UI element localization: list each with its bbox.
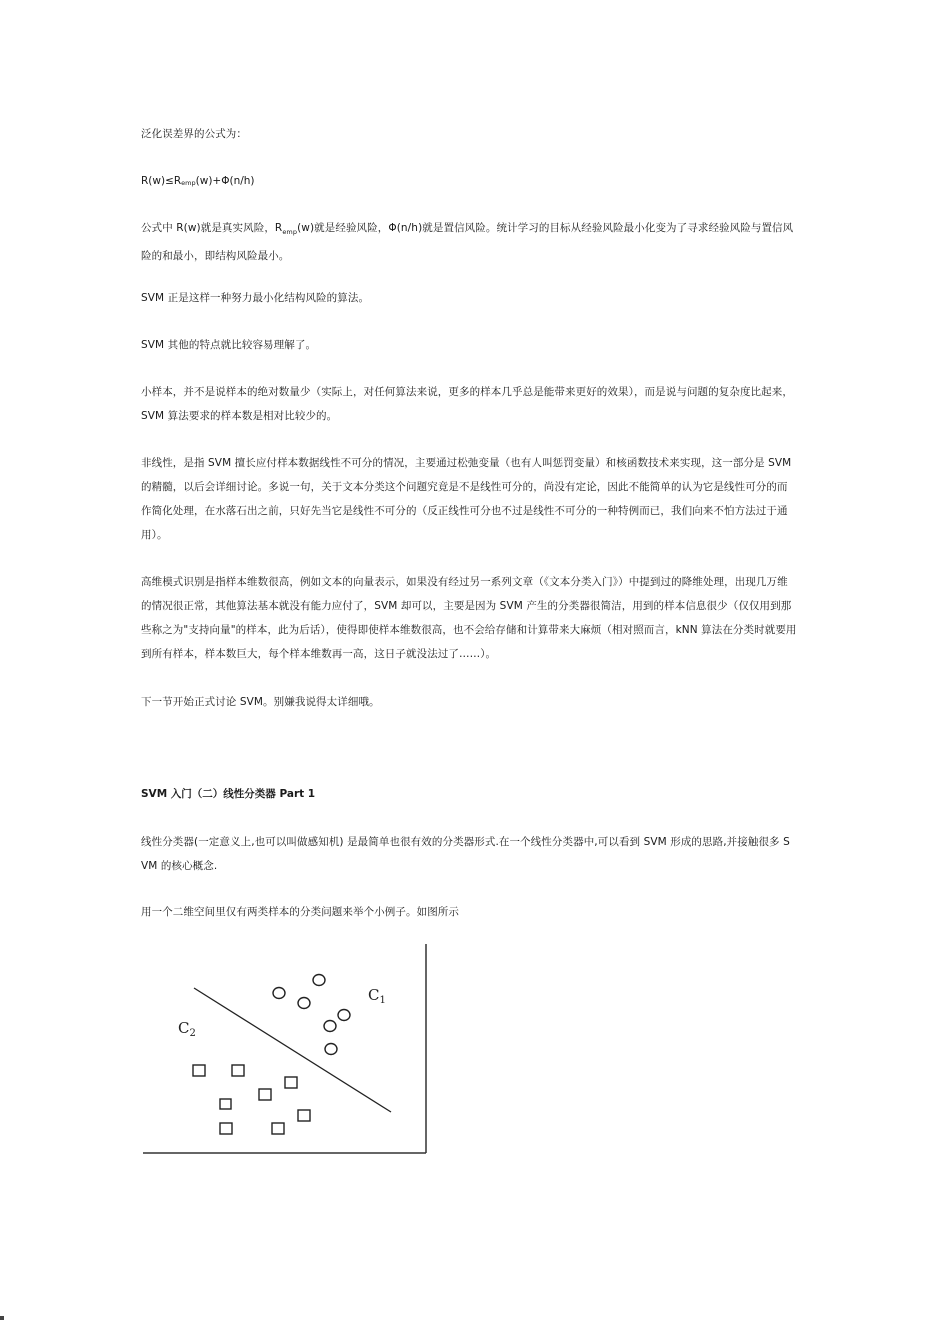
paragraph-intro: 泛化误差界的公式为： <box>141 128 247 140</box>
paragraph-small-sample: 小样本，并不是说样本的绝对数量少（实际上，对任何算法来说，更多的样本几乎总是能带来更好的效果），而是说与问题的复杂度比起来，SVM 算法要求的样本数是相对比较少的。 <box>141 386 793 422</box>
class2-square <box>193 1065 205 1076</box>
class1-circle <box>325 1044 337 1055</box>
paragraph-next-section: 下一节开始正式讨论 SVM。别嫌我说得太详细哦。 <box>141 696 380 708</box>
paragraph-svm-other: SVM 其他的特点就比较容易理解了。 <box>141 339 317 351</box>
paragraph-linear-classifier: 线性分类器(一定意义上,也可以叫做感知机) 是最简单也很有效的分类器形式.在一个线性分类器中,可以看到 SVM 形成的思路,并接触很多 SVM 的核心概念. <box>141 836 790 872</box>
class2-square <box>259 1089 271 1100</box>
class1-label: $C_1$ <box>368 986 386 1006</box>
paragraph-svm-structure: SVM 正是这样一种努力最小化结构风险的算法。 <box>141 292 370 304</box>
class1-circle <box>338 1010 350 1021</box>
separating-line <box>194 988 391 1112</box>
class1-samples <box>273 975 350 1055</box>
classification-figure <box>141 942 431 1157</box>
class2-square <box>298 1110 310 1121</box>
class2-square <box>285 1077 297 1088</box>
formula-sub: emp <box>181 179 196 187</box>
class2-samples <box>193 1065 310 1134</box>
class2-square <box>220 1123 232 1134</box>
class2-square <box>232 1065 244 1076</box>
figure-svg <box>141 942 431 1157</box>
class1-circle <box>313 975 325 986</box>
formula-prefix: R(w)≤R <box>141 175 182 187</box>
explain-part-a: 公式中 R(w)就是真实风险，R <box>141 222 283 234</box>
class2-square <box>272 1123 284 1134</box>
paragraph-nonlinear: 非线性，是指 SVM 擅长应付样本数据线性不可分的情况，主要通过松弛变量（也有人叫惩罚变量）和核函数技术来实现，这一部分是 SVM 的精髓，以后会详细讨论。多说一句，关于文本分类这个问题究竟是不是线性可分的，尚没有定论，因此不能简单的认为它是线性可分的而作简化处理，在水落石出之前，只好先当它是线性不可分的（反正线性可分也不过是线性不可分的一种特例而已，我们向来不怕方法过于通用）。 <box>141 457 792 541</box>
class2-label: $C_2$ <box>178 1019 196 1039</box>
section-heading: SVM 入门（二）线性分类器 Part 1 <box>141 788 316 800</box>
corner-mark <box>0 1316 4 1320</box>
paragraph-formula-explain <box>141 216 797 268</box>
paragraph-example: 用一个二维空间里仅有两类样本的分类问题来举个小例子。如图所示 <box>141 906 459 918</box>
class1-circle <box>324 1021 336 1032</box>
paragraph-high-dimension: 高维模式识别是指样本维数很高，例如文本的向量表示，如果没有经过另一系列文章（《文本分类入门》）中提到过的降维处理，出现几万维的情况很正常，其他算法基本就没有能力应付了，SVM 却可以，主要是因为 SVM 产生的分类器很简洁，用到的样本信息很少（仅仅用到那些称之为"支持向量"的样本，此为后话），使得即使样本维数很高，也不会给存储和计算带来大麻烦（相对照而言，kNN 算法在分类时就要用到所有样本，样本数巨大，每个样本维数再一高，这日子就没法过了……）。 <box>141 576 797 660</box>
explain-sub: emp <box>282 228 298 237</box>
class1-circle <box>298 998 310 1009</box>
class1-circle <box>273 988 285 999</box>
formula-suffix: (w)+Φ(n/h) <box>195 175 255 187</box>
formula-risk-bound <box>141 169 255 195</box>
explain-part-b: (w)就是经验风险，Φ(n/h)就是置信风险。统计学习的目标从经验风险最小化变为了寻求经验风险与置信风险的和最小，即结构风险最小。 <box>141 222 794 263</box>
class2-square <box>220 1099 231 1109</box>
